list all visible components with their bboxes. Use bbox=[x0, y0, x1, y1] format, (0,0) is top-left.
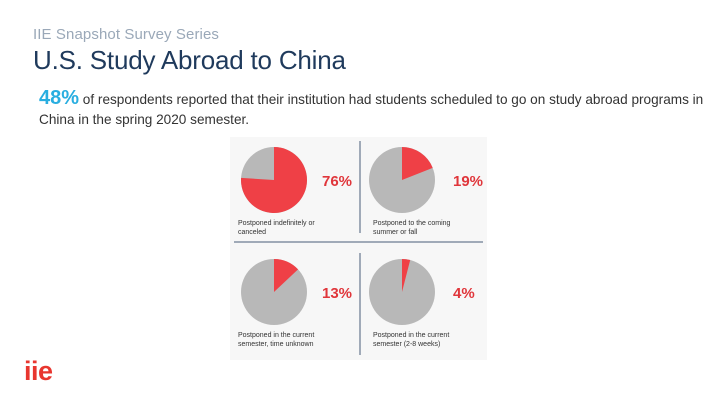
iie-logo: iie bbox=[24, 356, 53, 386]
pie-2-caption-line-1: Postponed to the coming bbox=[373, 220, 451, 227]
pie-1-caption-line-1: Postponed indefinitely or bbox=[238, 220, 315, 227]
pie-1-value-label: 76% bbox=[322, 173, 353, 190]
pie-3-caption-line-1: Postponed in the current bbox=[238, 332, 315, 339]
pie-chart-grid bbox=[230, 137, 487, 360]
page-title: U.S. Study Abroad to China bbox=[33, 45, 346, 75]
pie-1-caption-line-2: canceled bbox=[238, 229, 267, 236]
pie-charts bbox=[230, 137, 487, 360]
pie-4-value-label: 4% bbox=[453, 285, 475, 302]
lead-paragraph bbox=[39, 88, 709, 130]
pie-2-value-label: 19% bbox=[453, 173, 484, 190]
series-title: IIE Snapshot Survey Series bbox=[33, 26, 220, 43]
pie-3-caption-line-2: semester, time unknown bbox=[238, 341, 314, 348]
pie-2-caption-line-2: summer or fall bbox=[373, 229, 418, 236]
lead-highlight: 48% bbox=[39, 87, 80, 109]
pie-4-caption-line-1: Postponed in the current bbox=[373, 332, 450, 339]
pie-3-value-label: 13% bbox=[322, 285, 353, 302]
pie-4-caption-line-2: semester (2-8 weeks) bbox=[373, 341, 441, 348]
lead-text: of respondents reported that their institution had students scheduled to go on study abroad programs in China in the spring 2020 semester. bbox=[39, 92, 704, 127]
